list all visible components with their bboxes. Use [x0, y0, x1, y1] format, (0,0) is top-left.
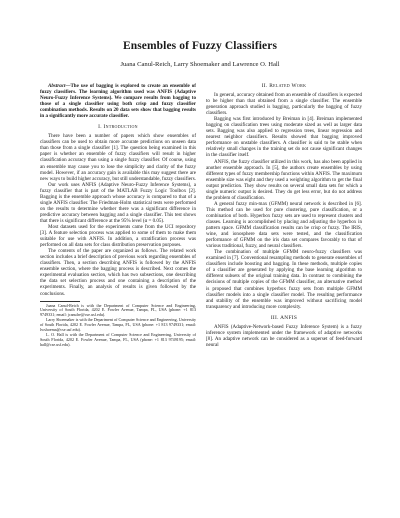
footnote: Juana Canul-Reich is with the Department of Computer Science and Engineering, University of South Florida, 4202 E. Fowler Avenue, Tampa, FL, USA (phone: +1 813 9749331; email: jcanulre@cse.usf.edu).	[40, 302, 196, 318]
paragraph: There have been a number of papers which show ensembles of classifiers can be used to obtain more accurate predictions on unseen data than those from a single classifier [1]. The question being examined in this paper is whether an ensemble of fuzzy classifiers will result in higher classification accuracy than using a single fuzzy classifier. Of course, using an ensemble may cause you to lose the simplicity and clarity of the fuzzy model. However, if an accuracy gain is available this may suggest there are new ways to build higher accuracy, but still understandable, fuzzy classifiers.	[40, 133, 196, 182]
paragraph: The combination of multiple GFMM neuro-fuzzy classifiers was examined in [7]. Conventional resampling methods to generate ensembles of classifiers include boosting and bagging. In these methods, multiple copies of a classifier are generated by applying the base learning algorithm to different subsets of the original training data. In contrast to combining the decisions of multiple copies of the GFMM classifier, an alternative method is proposed that combines hyperbox fuzzy sets from multiple GFMM classifier models into a single classifier model. The resulting performance and stability of the ensemble was improved without sacrificing model transparency and introducing more complexity.	[206, 249, 362, 310]
abstract	[40, 83, 196, 119]
author-list: Juana Canul-Reich, Larry Shoemaker and Lawrence O. Hall	[120, 61, 280, 68]
right-column	[206, 83, 362, 348]
paragraph: A general fuzzy min-max (GFMM) neural network is described in [6]. This method can be used for pure clustering, pure classification, or a combination of both. Hyperbox fuzzy sets are used to represent clusters and classes. Learning is accomplished by placing and adjusting the hyperbox in pattern space. GFMM classification results can be crisp or fuzzy. The IRIS, wine, and ionosphere data sets were tested, and the classification performance of GFMM on the iris data set compares favorably to that of various traditional, fuzzy, and neural classifiers.	[206, 200, 362, 250]
left-column	[40, 83, 196, 348]
abstract-lead: Abstract	[48, 83, 66, 89]
paragraph: In general, accuracy obtained from an ensemble of classifiers is expected to be higher than that obtained from a single classifier. The ensemble generation approach studied is bagging, particularly the bagging of fuzzy classifiers.	[206, 92, 362, 117]
section-heading-introduction: I. Introduction	[98, 124, 138, 131]
footnotes	[40, 301, 196, 348]
paragraph: ANFIS (Adaptive-Network-based Fuzzy Inference System) is a fuzzy inference system implemented under the framework of adaptive networks [8]. An adaptive network can be considered as a superset of feed-forward neural	[206, 323, 362, 348]
paragraph: Most datasets used for the experiments came from the UCI repository [3]. A feature selection process was applied to some of them to make them suitable for use with ANFIS. In addition, a stratification process was performed on all data sets for class distribution preservation purposes.	[40, 223, 196, 249]
paragraph: The contents of the paper are organized as follows. The related work section includes a brief description of previous work regarding ensembles of classifiers. Then, a section describing ANFIS is followed by the ANFIS ensemble section, where the bagging process is described. Next comes the experimental evaluation section, which has two subsections, one describing the data set selection process and one containing a description of the experiments. Finally, an analysis of results is given followed by the conclusions.	[40, 248, 196, 297]
paragraph: ANFIS, the fuzzy classifier utilized in this work, has also been applied in another ensemble approach. In [5], the authors create ensembles by using different types of fuzzy membership functions within ANFIS. The maximum ensemble size was eight and they used a weighting algorithm to get the final output prediction. They show results on several small data sets for which a single numeric output is desired. They do get less error, but do not address the problem of classification.	[206, 158, 362, 201]
abstract-text: —The use of bagging is explored to create an ensemble of fuzzy classifiers. The learning algorithm used was ANFIS (Adaptive Neuro-Fuzzy Inference Systems). We compare results from bagging to those of a single classifier using both crisp and fuzzy classifier combination methods. Results on 20 data sets show that bagging results in a significantly more accurate classifier.	[40, 83, 196, 120]
section-heading-related-work: II. Related Work	[261, 83, 307, 89]
paragraph: Our work uses ANFIS (Adaptive Neuro-Fuzzy Inference Systems), a fuzzy classifier that is part of the MATLAB Fuzzy Logic Toolbox [2]. Bagging is the ensemble approach whose accuracy is compared to that of a single ANFIS classifier. The Friedman-Holm statistical tests were performed on the results to determine whether there was a significant difference in predictive accuracy between bagging and a single classifier. This test shows that there is significant difference at the 95% level (α = 0.05).	[40, 181, 196, 224]
footnote-divider	[40, 301, 80, 302]
section-heading-anfis: III. ANFIS	[270, 314, 298, 321]
paper-title: Ensembles of Fuzzy Classifiers	[122, 40, 278, 52]
footnote: L. O. Hall is with the Department of Computer Science and Engineering, University of South Florida, 4202 E. Fowler Avenue, Tampa, FL, USA (phone: +1 813 9749195; email: hall@cse.usf.edu).	[40, 331, 196, 347]
footnote: Larry Shoemaker is with the Department of Computer Science and Engineering, University of South Florida, 4202 E. Fowler Avenue, Tampa, FL, USA (phone: +1 813 9749331; email: lwshoema@cse.usf.edu).	[40, 317, 196, 333]
paragraph: Bagging was first introduced by Breiman in [4]. Breiman implemented bagging on classification trees using moderate sized as well as larger data sets. Bagging was also applied to regression trees, linear regression and nearest neighbor classifiers. Results showed that bagging improved performance on unstable classifiers. A classifier is said to be stable when relatively small changes in the training set do not cause significant changes in the classifier itself.	[206, 116, 362, 159]
